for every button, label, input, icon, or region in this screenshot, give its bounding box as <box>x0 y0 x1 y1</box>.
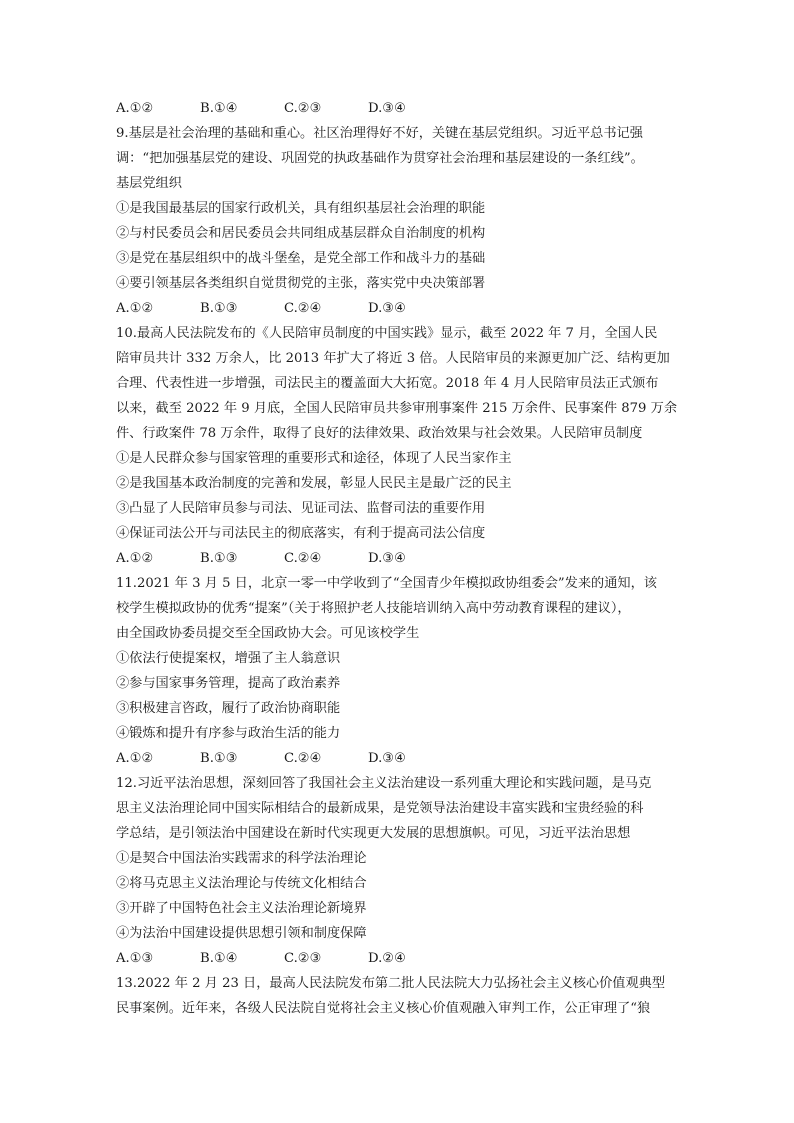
answer-option[interactable]: C.②④ <box>284 751 322 766</box>
answer-option[interactable]: A.①② <box>116 101 154 116</box>
answer-option[interactable]: B.①④ <box>200 101 238 116</box>
answer-option[interactable]: A.①② <box>116 301 154 316</box>
question-stem-line: 9.基层是社会治理的基础和重心。社区治理得好不好，关键在基层党组织。习近平总书记强 <box>116 126 643 141</box>
answer-option[interactable]: C.②④ <box>284 301 322 316</box>
statement-item: ①是契合中国法治实践需求的科学法治理论 <box>116 851 367 866</box>
question-stem-line: 合理、代表性进一步增强，司法民主的覆盖面大大拓宽。2018 年 4 月人民陪审员法正式颁布 <box>116 376 659 391</box>
answer-option[interactable]: A.①② <box>116 751 154 766</box>
question-block <box>116 321 694 571</box>
answer-option[interactable]: A.①② <box>116 551 154 566</box>
answer-option[interactable]: C.②④ <box>284 551 322 566</box>
question-block <box>116 771 694 971</box>
answer-option[interactable]: C.②③ <box>284 101 322 116</box>
question-stem-line: 民事案例。近年来，各级人民法院自觉将社会主义核心价值观融入审判工作，公正审理了“狼 <box>116 1001 651 1016</box>
answer-options <box>116 746 694 771</box>
answer-option[interactable]: B.①③ <box>200 551 238 566</box>
statement-item: ①是人民群众参与国家管理的重要形式和途径，体现了人民当家作主 <box>116 451 512 466</box>
statement-item: ③积极建言咨政，履行了政治协商职能 <box>116 701 341 716</box>
question-stem-line: 学总结，是引领法治中国建设在新时代实现更大发展的思想旗帜。可见，习近平法治思想 <box>116 826 631 841</box>
answer-option[interactable]: A.①③ <box>116 951 154 966</box>
question-block <box>116 121 694 321</box>
statement-item: ②将马克思主义法治理论与传统文化相结合 <box>116 876 367 891</box>
question-stem-line: 13.2022 年 2 月 23 日，最高人民法院发布第二批人民法院大力弘扬社会主义核心价值观典型 <box>116 976 666 991</box>
statement-item: ①依法行使提案权，增强了主人翁意识 <box>116 651 341 666</box>
answer-option[interactable]: B.①④ <box>200 951 238 966</box>
answer-option[interactable]: D.③④ <box>368 101 406 116</box>
question-stem-line: 陪审员共计 332 万余人，比 2013 年扩大了将近 3 倍。人民陪审员的来源更加广泛、结构更加 <box>116 351 670 366</box>
question-block <box>116 971 694 1021</box>
statement-item: ②与村民委员会和居民委员会共同组成基层群众自治制度的机构 <box>116 226 486 241</box>
answer-option[interactable]: B.①③ <box>200 751 238 766</box>
answer-option[interactable]: D.③④ <box>368 301 406 316</box>
statement-item: ③开辟了中国特色社会主义法治理论新境界 <box>116 901 367 916</box>
answer-option[interactable]: D.③④ <box>368 751 406 766</box>
question-stem-line: 12.习近平法治思想，深刻回答了我国社会主义法治建设一系列重大理论和实践问题，是马克 <box>116 776 652 791</box>
statement-item: ④要引领基层各类组织自觉贯彻党的主张，落实党中央决策部署 <box>116 276 486 291</box>
answer-option[interactable]: D.③④ <box>368 551 406 566</box>
question-stem-line: 调：“把加强基层党的建设、巩固党的执政基础作为贯穿社会治理和基层建设的一条红线”。 <box>116 151 644 166</box>
question-stem-line: 校学生模拟政协的优秀“提案”（关于将照护老人技能培训纳入高中劳动教育课程的建议）， <box>116 601 631 616</box>
answer-options <box>116 946 694 971</box>
statement-item: ②参与国家事务管理，提高了政治素养 <box>116 676 341 691</box>
question-block <box>116 571 694 771</box>
statement-item: ④为法治中国建设提供思想引领和制度保障 <box>116 926 367 941</box>
question-stem-line: 由全国政协委员提交至全国政协大会。可见该校学生 <box>116 626 420 641</box>
question-stem-line: 11.2021 年 3 月 5 日，北京一零一中学收到了“全国青少年模拟政协组委会”发来的通知，该 <box>116 576 657 591</box>
answer-options <box>116 546 694 571</box>
statement-item: ③凸显了人民陪审员参与司法、见证司法、监督司法的重要作用 <box>116 501 486 516</box>
answer-options <box>116 96 694 121</box>
question-stem-line: 10.最高人民法院发布的《人民陪审员制度的中国实践》显示，截至 2022 年 7 月，全国人民 <box>116 326 658 341</box>
question-stem-line: 思主义法治理论同中国实际相结合的最新成果，是党领导法治建设丰富实践和宝贵经验的科 <box>116 801 644 816</box>
answer-options <box>116 296 694 321</box>
statement-item: ①是我国最基层的国家行政机关，具有组织基层社会治理的职能 <box>116 201 486 216</box>
answer-option[interactable]: C.②③ <box>284 951 322 966</box>
question-stem-line: 以来，截至 2022 年 9 月底，全国人民陪审员共参审刑事案件 215 万余件、民事案件 879 万余 <box>116 401 678 416</box>
statement-item: ④锻炼和提升有序参与政治生活的能力 <box>116 726 341 741</box>
question-list <box>116 96 694 1021</box>
statement-item: ③是党在基层组织中的战斗堡垒，是党全部工作和战斗力的基础 <box>116 251 486 266</box>
answer-option[interactable]: B.①③ <box>200 301 238 316</box>
question-stem-line: 件、行政案件 78 万余件，取得了良好的法律效果、政治效果与社会效果。人民陪审员制度 <box>116 426 643 441</box>
statement-item: ④保证司法公开与司法民主的彻底落实，有利于提高司法公信度 <box>116 526 486 541</box>
statement-item: ②是我国基本政治制度的完善和发展，彰显人民民主是最广泛的民主 <box>116 476 512 491</box>
question-stem-line: 基层党组织 <box>116 176 182 191</box>
answer-option[interactable]: D.②④ <box>368 951 406 966</box>
